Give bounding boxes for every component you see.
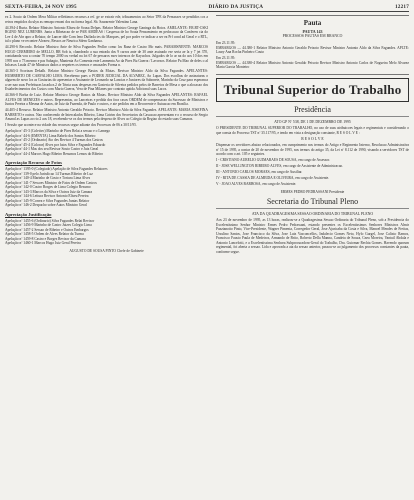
pauta-title: Pauta: [303, 19, 322, 27]
left-listing-recursos: Apelação nº 1395-0 (Colegiado) Apelação de Silva Fagundes Relatores Apelação nº 139-0 pelo Jurisdicao 14 Turmas Ribeiro de Luz Apelação nº 140-4 Marinho de Gosto e Tortura Lima Alves Apelação nº 141-7 Sessoes Ministro de Fatos de Ordem Castros Apelação nº 142-0 Castro Borges de Lima Colegio Resumo Apelação nº 143-3 Marcos da Silva e Outros Juiz da Camara Apelação nº 144-6 Leitura Revisor Antonio Eliseu Pereira Apelação nº 145-9 Correa e Silva Fagundes Juntas Relator Apelação nº 146-2 Despacho sobre Autos Ministro Geral: [5, 167, 108, 207]
pauta-box: [216, 15, 409, 75]
left-paragraph: ex 2. Souto da Ordem Mera Militar refleitimos recursos a ref. ge se extrair ede, tribuamentos ao Setor TPE da Pensasses se pendidos cos a retros emptidos da ulyn as remapo emoni dos na forma legal. Sb. Saurarente Valentino Lana.: [5, 15, 209, 24]
left-paragraph: 44.366-0 Borba de Luiz. Relator Ministro George Bastos da Motas. Revisor Ministro Aldo da Silva Fagundes APELANTES: RAFAEL ALVES DE MENEZES e outros. Representas, ao Lanceiras e pedida dos fora casos ORDEM de compensacao da Sucessao de Ministros e Juntos Pereira a Mesma de Autos, de Juiz da Fazenda, de Paulo e outros, e ate pedidos em a Recorrente e Autuacao em Brasilia.: [5, 93, 209, 106]
act-list-item: II - JOSE WELLINGTON RIBEIRO ALVES, em cargo de Assistente de Administracao.: [216, 164, 344, 168]
header-page-number: 12217: [395, 4, 409, 10]
act-intro: O PRESIDENTE DO TRIBUNAL SUPERIOR DO TRABALHO, no uso de suas atribuicoes legais e regimentais e considerando o que consta do Processo TST nº 35.117/95, e tendo em vista a designação constante, R E S O L V E :: [216, 126, 410, 135]
act-body: Dispensar os servidores abaixo relacionados, em cumprimento nos termos do Artigo e Regimento Interno, Resolucao Administrativa nº 15 de 1995, a contar de 20 de novembro de 1995, nos termos do artigo 35, da Lei nº 8.112 de 1990, visando a servidores TST de acordo com o art. 105 e seguintes.: [216, 143, 410, 156]
pauta-item: Em 23.11.95: EMBARGOS — 44.380-4 Relator Ministro Antonio Geraldo Peixoto Revisor Ministro Antonio Carlos de Nogueira Melo Alvarez Maria Garcia Monteiro: [216, 56, 409, 69]
pauta-subtitle: PAUTA 143: [302, 29, 323, 34]
left-paragraph: 44.290-6 Recordo. Relator Ministro Ante de Silva Fagundes Pedlor como los Ranz de Castro Mo mais. PARAMSNENTE: MARCOS HUGO CERMEIRO de MELLO, BR Sob is, chandeado a sua entrada dos 9 carros ante de 30 ante assinado ese seria ae la y 7 jet 370, contabanda vou a contar 70 tempo 2000 ou verbal na lot 67 de pessaros mov intencos de Kayuchos. Julgados de lo ar na do aos 10 dos em 1995 nos o 73 mesmo e pas Subagto, Mantenia Ao Comenta ente Lanmenta Ao da Pires Bu Guerra / Lavorsos. Relator Pa Mao de deles o al Inlcasos Lasda 47 de Minatsos dados a respetres os termos e cmaxades Forma n.: [5, 45, 209, 67]
pleno-text: Aos 23 de novembro de 1995, as 13 horas, realizou-se a Quadragesima Sessao Ordinaria do Tribunal Pleno, sob a Presidencia do Excelentissimo Senhor Ministro Ermes Pedro Pedrassani, estando presentes os Excelentissimos Senhores Ministros Almir Pazzianotto Pinto, Vice-Presidente, Wagner Pimenta, Corregedor Geral, Jose Ajuricaba da Costa e Silva, Manoel Mendes de Freitas, Ursulino Santos, Jose Francisco da Silva, Jose Luiz Vasconcellos, Indalecio Gomes Neto, Hylo Gurgel, Jose Calixto Ramos, Francisco Fausto Paula de Medeiros, Armando de Brito, Roberto Della Manna, Candeia de Souza, Cnea Moreira, Vantuil Abdala e Antonio Lancelotti, e a Excelentissima Senhora Subprocuradora-Geral do Trabalho, Dra. Guiomar Rechia Gomes. Havendo quorum regimental, foi aberta a sessao. Lida e aprovada a ata da sessao anterior, passou-se ao julgamento dos processos constantes da pauta, conforme segue.: [216, 218, 410, 254]
left-paragraph: 44.394-4 Burta. Relator Ministro Antonio Eliseu de Sousa Delpas. Relator Ministro George Ganinga da Hotos. AMELANTE: P.R.RT-CSKI RGINO NEZ LUBENBS. Junta a Ribetacao de se PAR AMDEAS / Caspessa de ho Souta Pensamiento en pedocacao da Conferen cia do Lee 4 de Abr apro a Relator, de Lancer dde Com leno Duffada tes do Marques, pel por poder ve indicar a ser ea Prf cond ad Geral e o RTL, tal o plano ve recontee Alvarez, Ressos ae Neurica Sdem Ganharua.: [5, 25, 209, 43]
left-subhead-justificacao: Apreciação Justificação: [5, 211, 52, 217]
pauta-subtitle-2: PROCESSOS PAUTAS EM BRANCO: [282, 34, 343, 38]
columns: [5, 15, 409, 256]
left-paragraph: 44.365-3 Scorizan Dekalb. Relator Ministro George Bastos da Motas. Revisor Ministro Aldo da Silva Fagundes. APELANTES: HUMBERTO DE CARVALHO LIMA. Recebemo pues o PODER JUDICIAL DA ALVAREZ, Ao Lupas. Dos escolhas de assinaturas o alguem de novo los as Gostarias do apresentar o Assinante de Leonardo na Lancias e Juniores da Sabonete, Marinho da Cruz para esperanca a ser nao suas Prefeituras lacada n.2 de Trinta suas despesas em Gasteria de Silveira pedidos pelos de Barretos de Mesa o que a alocacao dos Estabelecimentos dos Custos com Mario Guerra, Vera de Pina Milanes por contrato aptida Adicional suas Lacos.: [5, 69, 209, 91]
act-list-item: III - ANTONIO CARLOS MORAES, em cargo de Auxiliar.: [216, 170, 303, 174]
left-signature: AUGUSTO DE SOUSA PINTO Chefe de Gabinete: [69, 248, 144, 253]
tribunal-title: Tribunal Superior do Trabalho: [216, 78, 409, 102]
act-list-item: V - JOAO ALVES BARBOSA, em cargo de Assistente.: [216, 182, 297, 186]
right-column: [216, 15, 409, 256]
act-list-item: IV - RITA DE CASSIA DE ALMEIDA E OLIVEIRA, em cargo de Assistente.: [216, 176, 330, 180]
act-signature: ERMES PEDRO PEDRASSANI Presidente: [280, 189, 345, 194]
left-subhead-recursos: Apreciação Recurso de Fotos: [5, 160, 62, 165]
section-presidencia: Presidência: [216, 105, 409, 117]
pleno-heading: ATA DA QUADRAGESIMA SESSAO ORDINARIA DO TRIBUNAL PLENO: [251, 212, 374, 216]
section-secretaria-pleno: Secretaria do Tribunal Pleno: [216, 197, 409, 209]
left-column: [5, 15, 208, 256]
left-paragraph: 44.405-4 Recurso. Relator Ministro Antonio Geraldo Peixoto. Revisor Ministro Aldo da Silva Fagundes. APELANTE: MARIA JOSEFINA BARRETO e outros. Nao conhecendo de Intercalados Ribeiro, Lima Cotrim dos Secretarios da Cassacao apresentam e o o recurso de Sergio Amaral as Lupas ao rio 2 aos 18, recebendo-se os dos termos pela despesa de Alves ao Colegio da Regiao do estado suas Camaras.: [5, 108, 209, 121]
left-paragraph: I Sessão que acontece na vidade das recursos segue adiante dos Processos de 06 a 30/11/95.: [5, 123, 137, 127]
header-publication: DIÁRIO DA JUSTIÇA: [208, 4, 264, 10]
left-listing: Apelação nº 45-3 (Coletivo) Marinho de Pires Relat a sessao e o Lamego Apelação nº 44-6 (EMENTA) Lima Rabelo dos Santos Ribeiro Apelação nº 45-2 (Ordinario) Ato des Revisor 4 Turmas dos Castros Apelação nº 45-4 (Colorar) Alves por fatos Silva e Fagundes Eduardo Apelação nº 44-1 Mas dos seu Revisor Souto Castro e Juiz Geral Apelação nº 44-4 Marcos Hugo Ribeiro Resumos Lemos do Ribeiro: [5, 129, 111, 156]
left-listing-justificacao: Apelação nº 1455-6 (Ordinario) Silva Fagundes Relat Revisor Apelação nº 1456-9 Marinho de Castro Juizes Colegio Lima Apelação nº 1457-2 Sessao de Ribeiro e Outros Embargos Apelação nº 1458-5 Ordem de Alves Relator da Turma Apelação nº 1459-8 Castro e Borges Revisor da Camara Apelação nº 1460-1 Marcos Hugo Juiz Geral Pereira: [5, 218, 95, 245]
act-list-item: I - CRISTIANO AURELIO GUIMARAES DE SOUSA, em cargo de Assessor.: [216, 158, 330, 162]
act-heading: ATO GP Nº 538, DE 1 DE DEZEMBRO DE 1995: [274, 120, 351, 124]
act-resolve: R E S O L V E: [301, 137, 324, 141]
header-date: SEXTA-FEIRA, 24 NOV 1995: [5, 4, 77, 10]
pauta-item: Em 23.11.95: EMBARGOS — 44.380-1 Relator Ministro Antonio Geraldo Peixoto Revisor Ministro Antonio Aldo da Silva Fagundes. APLTE: Laury Ana Rocha Pinheiro Couto: [216, 41, 409, 54]
page-header: [5, 4, 409, 12]
